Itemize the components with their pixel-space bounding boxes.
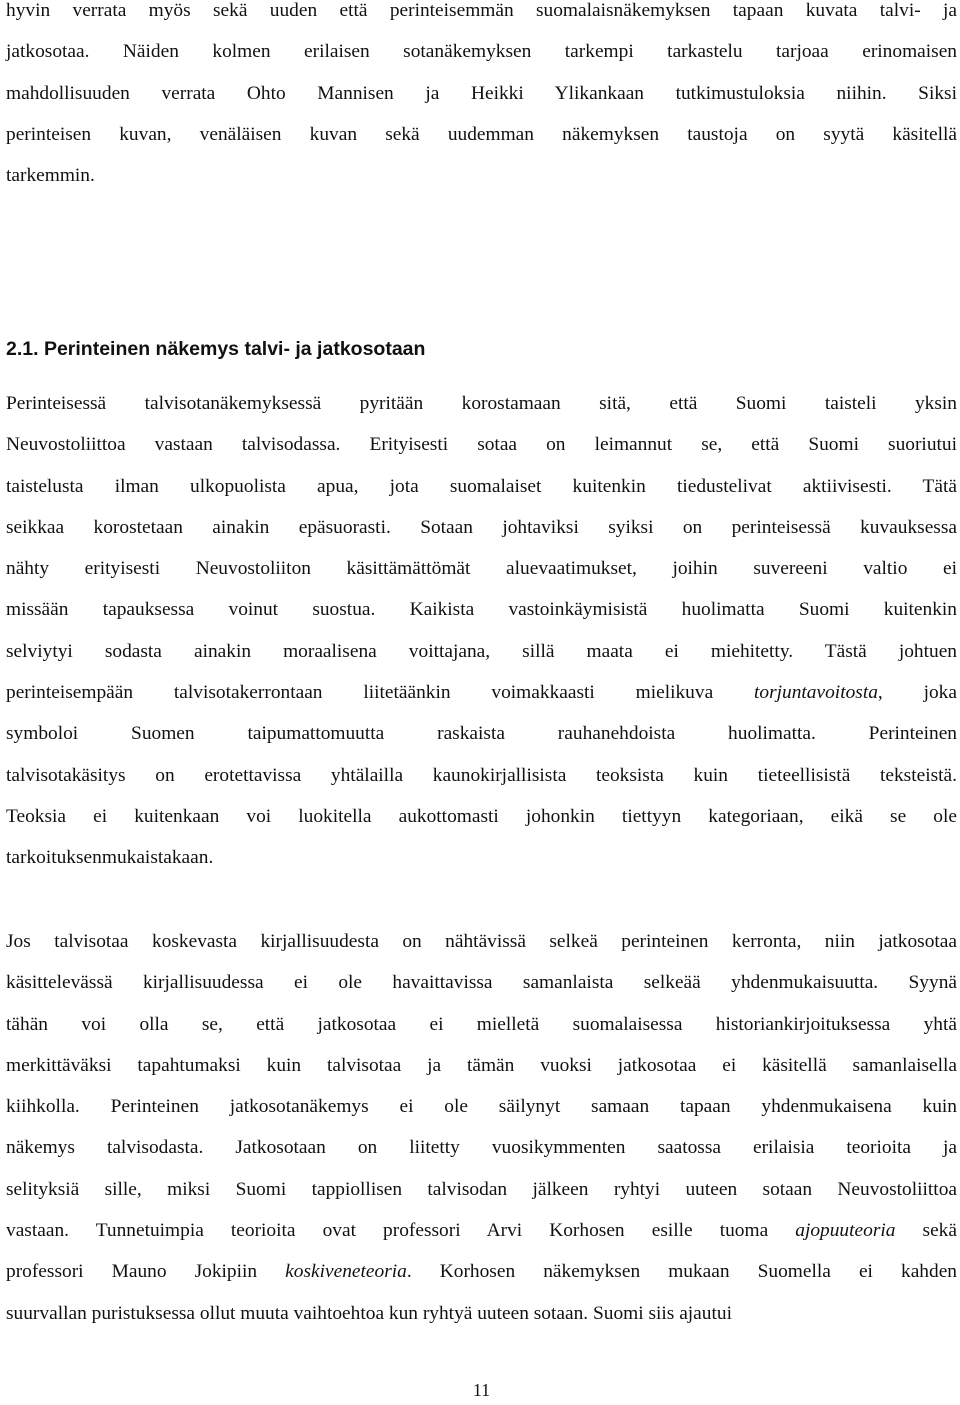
- text-segment: professori Mauno Jokipiin: [6, 1261, 286, 1283]
- text-line: symboloi Suomen taipumattomuutta raskaista rauhanehdoista huolimatta. Perinteinen: [6, 723, 957, 745]
- text-segment: . Korhosen näkemyksen mukaan Suomella ei kahden: [406, 1261, 957, 1283]
- text-line: mahdollisuuden verrata Ohto Mannisen ja Heikki Ylikankaan tutkimustuloksia niihin. Siksi: [6, 82, 957, 104]
- text-line: Teoksia ei kuitenkaan voi luokitella aukottomasti johonkin tiettyyn kategoriaan, eikä se ole: [6, 805, 957, 827]
- text-line: merkittäväksi tapahtumaksi kuin talvisotaa ja tämän vuoksi jatkosotaa ei käsitellä samanlaisella: [6, 1054, 957, 1076]
- document-page: [6, 0, 957, 1405]
- text-line: [6, 1210, 957, 1251]
- italic-term: koskiveneteoria: [285, 1261, 407, 1283]
- page-number: 11: [472, 1380, 491, 1400]
- text-line: nähty erityisesti Neuvostoliiton käsittämättömät aluevaatimukset, joihin suvereeni valtio ei: [6, 558, 957, 580]
- text-line: kiihkolla. Perinteinen jatkosotanäkemys ei ole säilynyt samaan tapaan yhdenmukaisena kuin: [6, 1096, 957, 1118]
- text-segment: sekä: [895, 1220, 957, 1242]
- text-line: käsittelevässä kirjallisuudessa ei ole havaittavissa samanlaista selkeää yhdenmukaisuutta. Syynä: [6, 972, 957, 994]
- paragraph-intro: [6, 0, 957, 196]
- text-line: suurvallan puristuksessa ollut muuta vaihtoehtoa kun ryhtyä uuteen sotaan. Suomi siis ajautui: [6, 1302, 732, 1324]
- italic-term: torjuntavoitosta: [754, 682, 878, 704]
- text-line: tarkemmin.: [6, 165, 95, 187]
- text-line: Perinteisessä talvisotanäkemyksessä pyritään korostamaan sitä, että Suomi taisteli yksin: [6, 393, 957, 414]
- paragraph-traditional-view: [6, 383, 957, 879]
- text-line: selityksiä sille, miksi Suomi tappiollisen talvisodan jälkeen ryhtyi uuteen sotaan Neuvostoliittoa: [6, 1178, 957, 1200]
- text-line: selviytyi sodasta ainakin moraalisena voittajana, sillä maata ei miehitetty. Tästä johtuen: [6, 640, 957, 662]
- text-line: [6, 672, 957, 713]
- text-segment: , joka: [877, 682, 957, 704]
- text-line: näkemys talvisodasta. Jatkosotaan on liitetty vuosikymmenten saatossa erilaisia teorioita ja: [6, 1137, 957, 1159]
- text-line: perinteisen kuvan, venäläisen kuvan sekä uudemman näkemyksen taustoja on syytä käsitellä: [6, 123, 957, 145]
- text-line: taistelusta ilman ulkopuolista apua, jota suomalaiset kuitenkin tiedustelivat aktiivisesti. Tätä: [6, 475, 957, 497]
- italic-term: ajopuuteoria: [795, 1220, 896, 1242]
- text-line: Neuvostoliittoa vastaan talvisodassa. Erityisesti sotaa on leimannut se, että Suomi suoriutui: [6, 434, 957, 456]
- text-line: hyvin verrata myös sekä uuden että perinteisemmän suomalaisnäkemyksen tapaan kuvata talvi- ja: [6, 0, 957, 21]
- text-line: tähän voi olla se, että jatkosotaa ei mielletä suomalaisessa historiankirjoituksessa yhtä: [6, 1013, 957, 1035]
- text-line: jatkosotaa. Näiden kolmen erilaisen sotanäkemyksen tarkempi tarkastelu tarjoaa erinomaisen: [6, 41, 957, 63]
- text-line: [6, 1251, 957, 1292]
- text-line: missään tapauksessa voinut suostua. Kaikista vastoinkäymisistä huolimatta Suomi kuitenkin: [6, 599, 957, 621]
- text-segment: perinteisempään talvisotakerrontaan liitetäänkin voimakkaasti mielikuva: [6, 682, 755, 704]
- text-segment: vastaan. Tunnetuimpia teorioita ovat professori Arvi Korhosen esille tuoma: [6, 1220, 796, 1242]
- text-line: Jos talvisotaa koskevasta kirjallisuudesta on nähtävissä selkeä perinteinen kerronta, niin jatkosotaa: [6, 931, 957, 952]
- text-line: seikkaa korostetaan ainakin epäsuorasti. Sotaan johtaviksi syiksi on perinteisessä kuvauksessa: [6, 516, 957, 538]
- section-heading: 2.1. Perinteinen näkemys talvi- ja jatkosotaan: [6, 338, 426, 360]
- paragraph-continuation-war: [6, 921, 957, 1334]
- text-line: talvisotakäsitys on erotettavissa yhtälailla kaunokirjallisista teoksista kuin tieteellisistä teksteistä.: [6, 764, 957, 786]
- text-line: tarkoituksenmukaistakaan.: [6, 847, 214, 869]
